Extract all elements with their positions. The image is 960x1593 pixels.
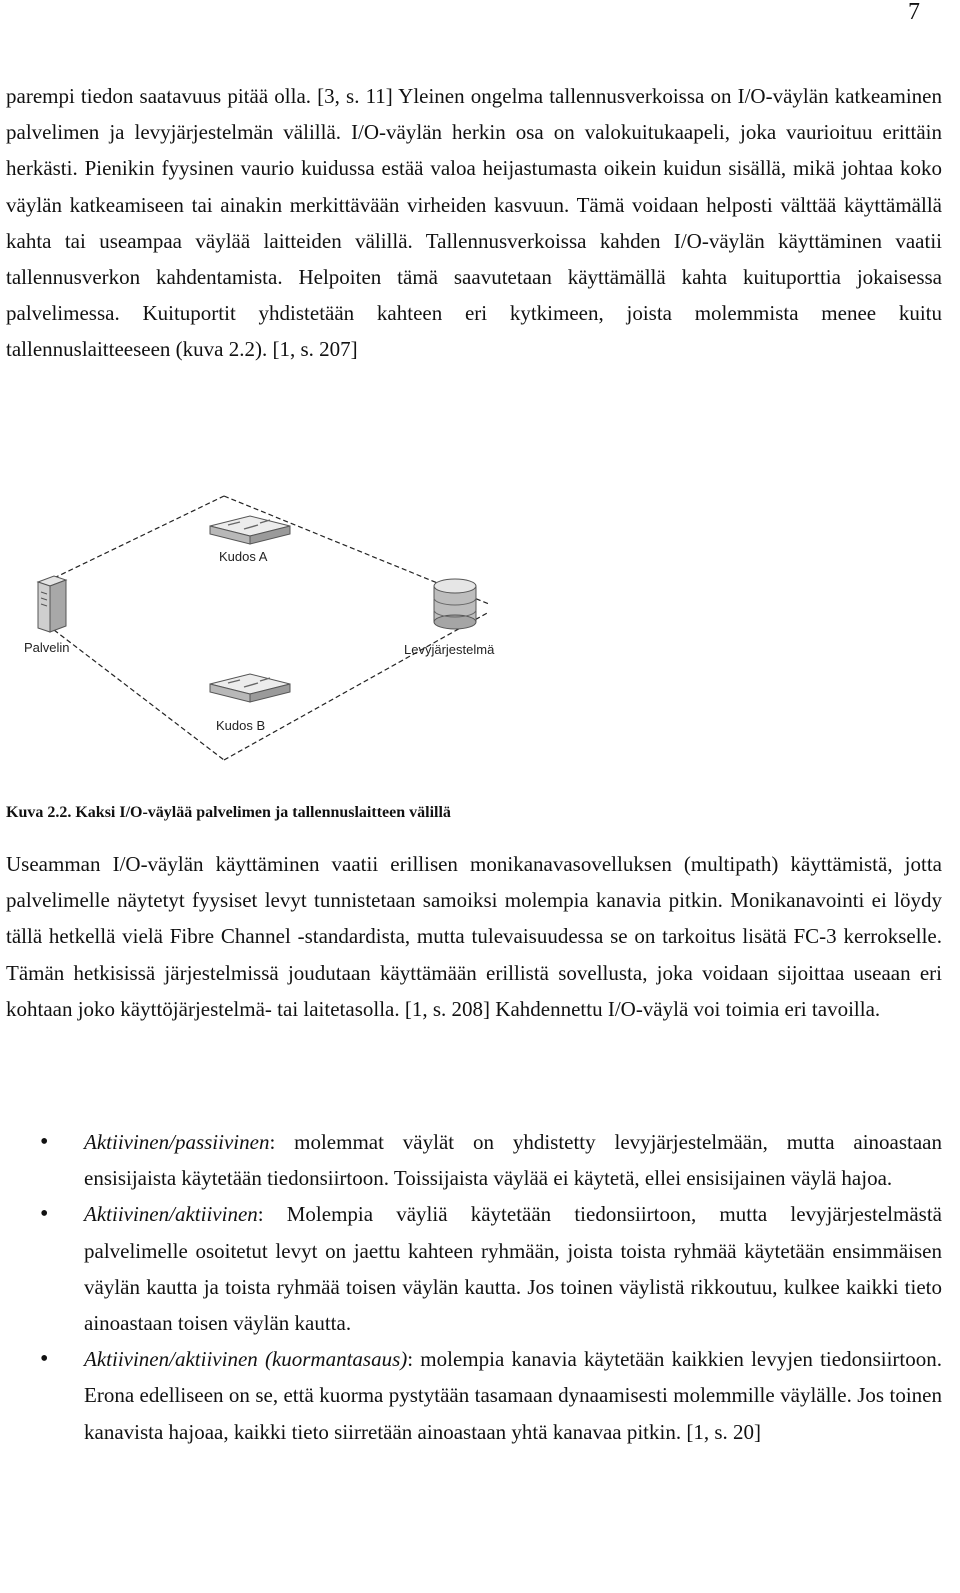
- network-diagram: [14, 478, 514, 768]
- storage-icon: [434, 579, 476, 629]
- label-storage: Levyjärjestelmä: [404, 642, 495, 657]
- label-switch-a: Kudos A: [219, 549, 268, 564]
- figure-caption: Kuva 2.2. Kaksi I/O-väylää palvelimen ja tallennuslaitteen välillä: [6, 804, 451, 821]
- paragraph-1: parempi tiedon saatavuus pitää olla. [3, s. 11] Yleinen ongelma tallennusverkoissa on I/O-väylän katkeaminen palvelimen ja levyjärjestelmän välillä. I/O-väylän herkin osa on valokuitukaapeli, joka vaurioituu erittäin herkästi. Pienikin fyysinen vaurio kuidussa estää valoa heijastumasta oikein kuidun sisällä, mikä johtaa koko väylän katkeamiseen tai ainakin merkittävään virheiden kasvuun. Tämä voidaan helposti välttää käyttämällä kahta tai useampaa väylää laitteiden välillä. Tallennusverkoissa kahden I/O-väylän käyttäminen vaatii tallennusverkon kahdentamista. Helpoiten tämä saavutetaan käyttämällä kahta kuituporttia jokaisessa palvelimessa. Kuituportit yhdistetään kahteen eri kytkimeen, joista molemmista menee kuitu tallennuslaitteeseen (kuva 2.2). [1, s. 207]: [6, 84, 942, 362]
- page-number: 7: [908, 0, 920, 25]
- list-item-term: Aktiivinen/aktiivinen (kuormantasaus): [84, 1347, 408, 1372]
- switch-b-icon: [210, 674, 290, 702]
- list-item-term: Aktiivinen/passiivinen: [84, 1130, 270, 1154]
- list-item-text: : molemmat väylät on yhdistetty levyjärjestelmään, mutta ainoastaan ensisijaista käytetään tiedonsiirtoon. Toissijaista väylää ei käytetä, ellei ensisijainen väylä hajoa.: [84, 1130, 942, 1191]
- label-switch-b: Kudos B: [216, 718, 266, 733]
- link-server-switch-b: [54, 630, 224, 760]
- link-server-switch-a: [54, 496, 224, 578]
- list-item-text: : Molempia väyliä käytetään tiedonsiirtoon, mutta levyjärjestelmästä palvelimelle osoitetut levyt on jaettu kahteen ryhmään, joista toista ryhmää käytetään ensimmäisen väylän kautta ja toista ryhmää toisen väylän kautta. Jos toinen väylistä rikkoutuu, kulkee kaikki tieto ainoastaan toisen väylän kautta.: [84, 1202, 942, 1336]
- list-item-text: : molempia kanavia käytetään kaikkien levyjen tiedonsiirtoon. Erona edelliseen on se, että kuorma pystytään tasamaan dynaamisesti molemmille väylälle. Jos toinen kanavista hajoaa, kaikki tieto siirretään ainoastaan yhtä kanavaa pitkin. [1, s. 20]: [84, 1347, 942, 1444]
- list-item: [0, 1341, 942, 1450]
- label-server: Palvelin: [24, 640, 70, 655]
- bullet-list: [0, 1124, 942, 1450]
- server-icon: [38, 576, 66, 632]
- list-item-term: Aktiivinen/aktiivinen: [84, 1202, 258, 1227]
- list-item: [0, 1124, 942, 1196]
- paragraph-2: Useamman I/O-väylän käyttäminen vaatii erillisen monikanavasovelluksen (multipath) käyttämistä, jotta palvelimelle näytetyt fyysiset levyt tunnistetaan samoiksi molempia kanavia pitkin. Monikanavointi ei löydy tällä hetkellä vielä Fibre Channel -standardista, mutta tulevaisuudessa se on tarkoitus lisätä FC-3 kerrokselle. Tämän hetkisissä järjestelmissä joudutaan käyttämään erillistä sovellusta, joka voidaan sijoittaa useaan eri kohtaan joko käyttöjärjestelmä- tai laitetasolla. [1, s. 208] Kahdennettu I/O-väylä voi toimia eri tavoilla.: [6, 852, 942, 1021]
- list-item: [0, 1196, 942, 1341]
- figure-io-paths: [14, 478, 514, 768]
- switch-a-icon: [210, 516, 290, 544]
